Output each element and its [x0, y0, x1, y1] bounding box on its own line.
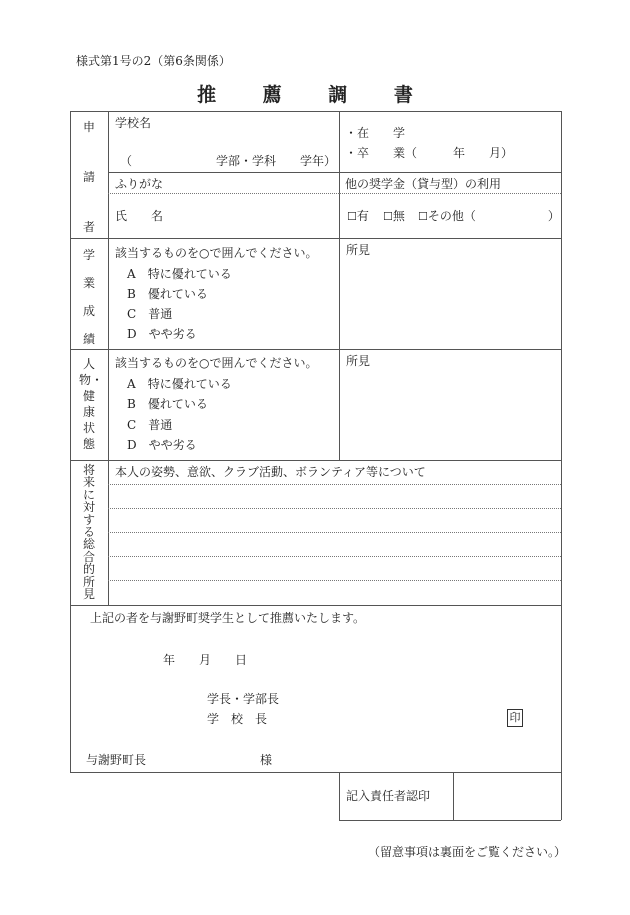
academic-label-2: 業 [82, 276, 95, 290]
option-yes-label: 有 [356, 209, 369, 223]
table-border-bottom [70, 772, 561, 773]
applicant-label-1: 申 [82, 120, 95, 134]
academic-label-3: 成 [82, 304, 95, 318]
other-scholarship-label: 他の奨学金（貸与型）の利用 [345, 177, 502, 191]
character-option-d: D やや劣る [127, 438, 197, 452]
character-option-a: A 特に優れている [127, 377, 232, 391]
seal-mark: 印 [507, 709, 523, 727]
principal-title-2: 学 校 長 [207, 712, 268, 726]
confirm-box-left [339, 772, 340, 820]
dotted-line-1 [108, 484, 561, 485]
divider-overall [70, 460, 561, 461]
status-enrolled: ・在 学 [345, 126, 406, 140]
character-label: 人物・健康状態 [79, 357, 104, 451]
addressee-honorific: 様 [260, 753, 273, 767]
divider-academic [70, 238, 561, 239]
checkbox-icon: ☐ [418, 210, 428, 223]
overall-prompt: 本人の姿勢、意欲、クラブ活動、ボランティア等について [115, 465, 426, 479]
middle-column-divider [339, 111, 340, 460]
confirm-box-divider [453, 772, 454, 820]
dotted-line-2 [108, 508, 561, 509]
dotted-line-3 [108, 532, 561, 533]
table-border-left [70, 111, 71, 772]
option-other[interactable] [418, 209, 560, 224]
academic-option-d: D やや劣る [127, 327, 197, 341]
footer-note: （留意事項は裏面をご覧ください。） [368, 845, 567, 859]
status-graduated: ・卒 業（ 年 月） [345, 146, 514, 160]
addressee: 与謝野町長 [86, 753, 147, 767]
principal-title-1: 学長・学部長 [207, 692, 280, 706]
applicant-label-2: 請 [82, 170, 95, 184]
applicant-label-3: 者 [82, 220, 95, 234]
character-option-c: C 普通 [127, 418, 173, 432]
checkbox-icon: ☐ [383, 210, 393, 223]
option-no-label: 無 [392, 209, 405, 223]
school-name-label: 学校名 [115, 116, 152, 130]
document-title: 推 薦 調 書 [197, 84, 433, 106]
option-other-label: その他（ ） [427, 209, 560, 223]
academic-label-4: 績 [82, 332, 95, 346]
checkbox-icon: ☐ [347, 210, 357, 223]
divider-furigana [108, 193, 339, 194]
character-remarks-label: 所見 [346, 354, 371, 368]
faculty-year-line: （ 学部・学科 学年） [120, 154, 337, 168]
dotted-line-4 [108, 556, 561, 557]
academic-instruction: 該当するものを○で囲んでください。 [115, 246, 318, 260]
divider-character [70, 349, 561, 350]
academic-label-1: 学 [82, 248, 95, 262]
recommendation-date: 年 月 日 [163, 653, 248, 667]
recommendation-statement: 上記の者を与謝野町奨学生として推薦いたします。 [90, 611, 366, 625]
confirm-label: 記入責任者認印 [346, 789, 431, 803]
academic-remarks-label: 所見 [346, 243, 371, 257]
character-instruction: 該当するものを○で囲んでください。 [115, 356, 318, 370]
dotted-line-5 [108, 580, 561, 581]
confirm-box-bottom [339, 820, 561, 821]
academic-option-a: A 特に優れている [127, 267, 232, 281]
form-code: 様式第1号の2（第6条関係） [76, 54, 231, 68]
label-column-divider [108, 111, 109, 605]
table-border-right [561, 111, 562, 820]
divider-applicant-mid [108, 172, 561, 173]
option-yes[interactable] [347, 209, 369, 224]
character-option-b: B 優れている [127, 397, 208, 411]
name-label: 氏 名 [115, 209, 164, 223]
option-no[interactable] [383, 209, 405, 224]
table-border-top [70, 111, 561, 112]
academic-option-c: C 普通 [127, 307, 173, 321]
academic-option-b: B 優れている [127, 287, 208, 301]
overall-label: 将来に対する総合的所見 [82, 463, 95, 602]
furigana-label: ふりがな [115, 177, 164, 191]
divider-recommendation [70, 605, 561, 606]
divider-other-scholarship [339, 193, 561, 194]
